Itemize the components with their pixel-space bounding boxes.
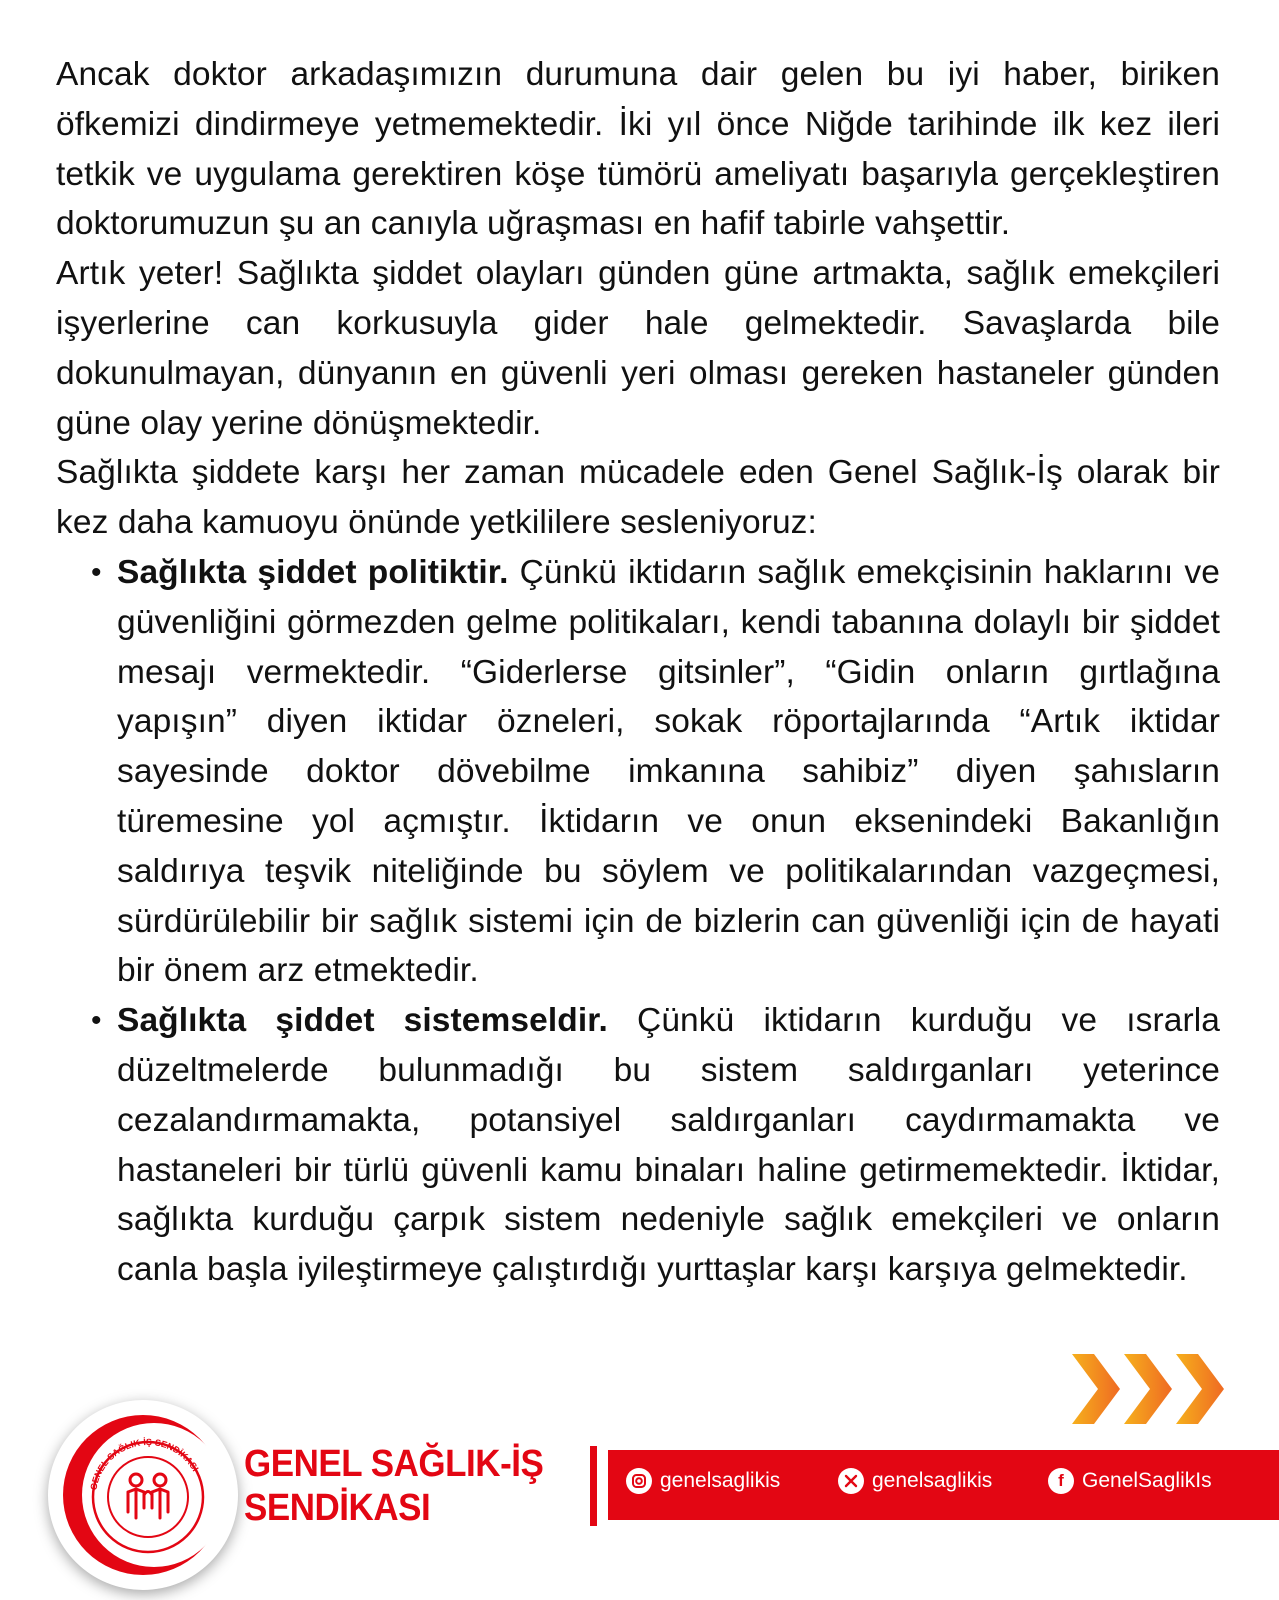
organization-name — [244, 1442, 543, 1530]
divider — [590, 1446, 597, 1526]
x-icon — [838, 1468, 864, 1494]
footer — [0, 1390, 1279, 1600]
social-x[interactable] — [838, 1468, 992, 1494]
bullet-lead: Sağlıkta şiddet politiktir. — [117, 553, 509, 591]
facebook-handle: GenelSaglikIs — [1082, 1469, 1212, 1492]
instagram-handle: genelsaglikis — [660, 1469, 781, 1492]
social-instagram[interactable] — [626, 1468, 780, 1494]
social-facebook[interactable] — [1048, 1468, 1212, 1494]
paragraph-3: Sağlıkta şiddete karşı her zaman mücadele eden Genel Sağlık-İş olarak bir kez daha kamuoyu önünde yetkililere sesleniyoruz: — [56, 454, 1220, 542]
list-item — [91, 996, 1220, 1295]
bullet-lead: Sağlıkta şiddet sistemseldir. — [117, 1002, 608, 1040]
list-item — [91, 548, 1220, 996]
union-logo — [48, 1400, 238, 1590]
bullet-text: Çünkü iktidarın sağlık emekçisinin haklarını ve güvenliğini görmezden gelme politikaları, kendi tabanına dolaylı bir şiddet mesajı vermektedir. “Giderlerse gitsinler”, “Gidin onların gırtlağına yapışın” diyen iktidar özneleri, sokak röportajlarında “Artık iktidar sayesinde doktor dövebilme imkanına sahibiz” diyen şahısların türemesine yol açmıştır. İktidarın ve onun eksenindeki Bakanlığın saldırıya teşvik niteliğinde bu söylem ve politikalarından vazgeçmesi, sürdürülebilir bir sağlık sistemi için de bizlerin can güvenliği için de hayati bir önem arz etmektedir. — [117, 553, 1220, 990]
paragraph-2: Artık yeter! Sağlıkta şiddet olayları günden güne artmakta, sağlık emekçileri işyerlerine can korkusuyla gider hale gelmektedir. Savaşlarda bile dokunulmayan, dünyanın en güvenli yeri olması gereken hastaneler günden güne olay yerine dönüşmektedir. — [56, 255, 1220, 442]
org-name-line-1: GENEL SAĞLIK-İŞ — [244, 1443, 544, 1485]
bullet-icon: • — [91, 1004, 102, 1038]
document-body — [56, 50, 1220, 1295]
facebook-icon: f — [1048, 1468, 1074, 1494]
demands-list — [56, 548, 1220, 1295]
instagram-icon — [626, 1468, 652, 1494]
paragraph-1: Ancak doktor arkadaşımızın durumuna dair gelen bu iyi haber, biriken öfkemizi dindirmeye yetmemektedir. İki yıl önce Niğde tarihinde ilk kez ileri tetkik ve uygulama gerektiren köşe tümörü ameliyatı başarıyla gerçekleştiren doktorumuzun şu an canıyla uğraşması en hafif tabirle vahşettir. — [56, 56, 1220, 243]
x-handle: genelsaglikis — [872, 1469, 993, 1492]
svg-text:GENEL SAĞLIK-İŞ SENDİKASI: GENEL SAĞLIK-İŞ SENDİKASI — [88, 1436, 201, 1491]
bullet-icon: • — [91, 555, 102, 589]
social-bar — [608, 1450, 1279, 1520]
org-name-line-2: SENDİKASI — [244, 1487, 431, 1529]
bullet-text: Çünkü iktidarın kurduğu ve ısrarla düzeltmelerde bulunmadığı bu sistem saldırganları yeterince cezalandırmamakta, potansiyel saldırganları caydırmamakta ve hastaneleri bir türlü güvenli kamu binaları haline getirmemektedir. İktidar, sağlıkta kurduğu çarpık sistem nedeniyle sağlık emekçileri ve onların canla başla iyileştirmeye çalıştırdığı yurttaşlar karşı karşıya gelmektedir. — [117, 1002, 1220, 1289]
